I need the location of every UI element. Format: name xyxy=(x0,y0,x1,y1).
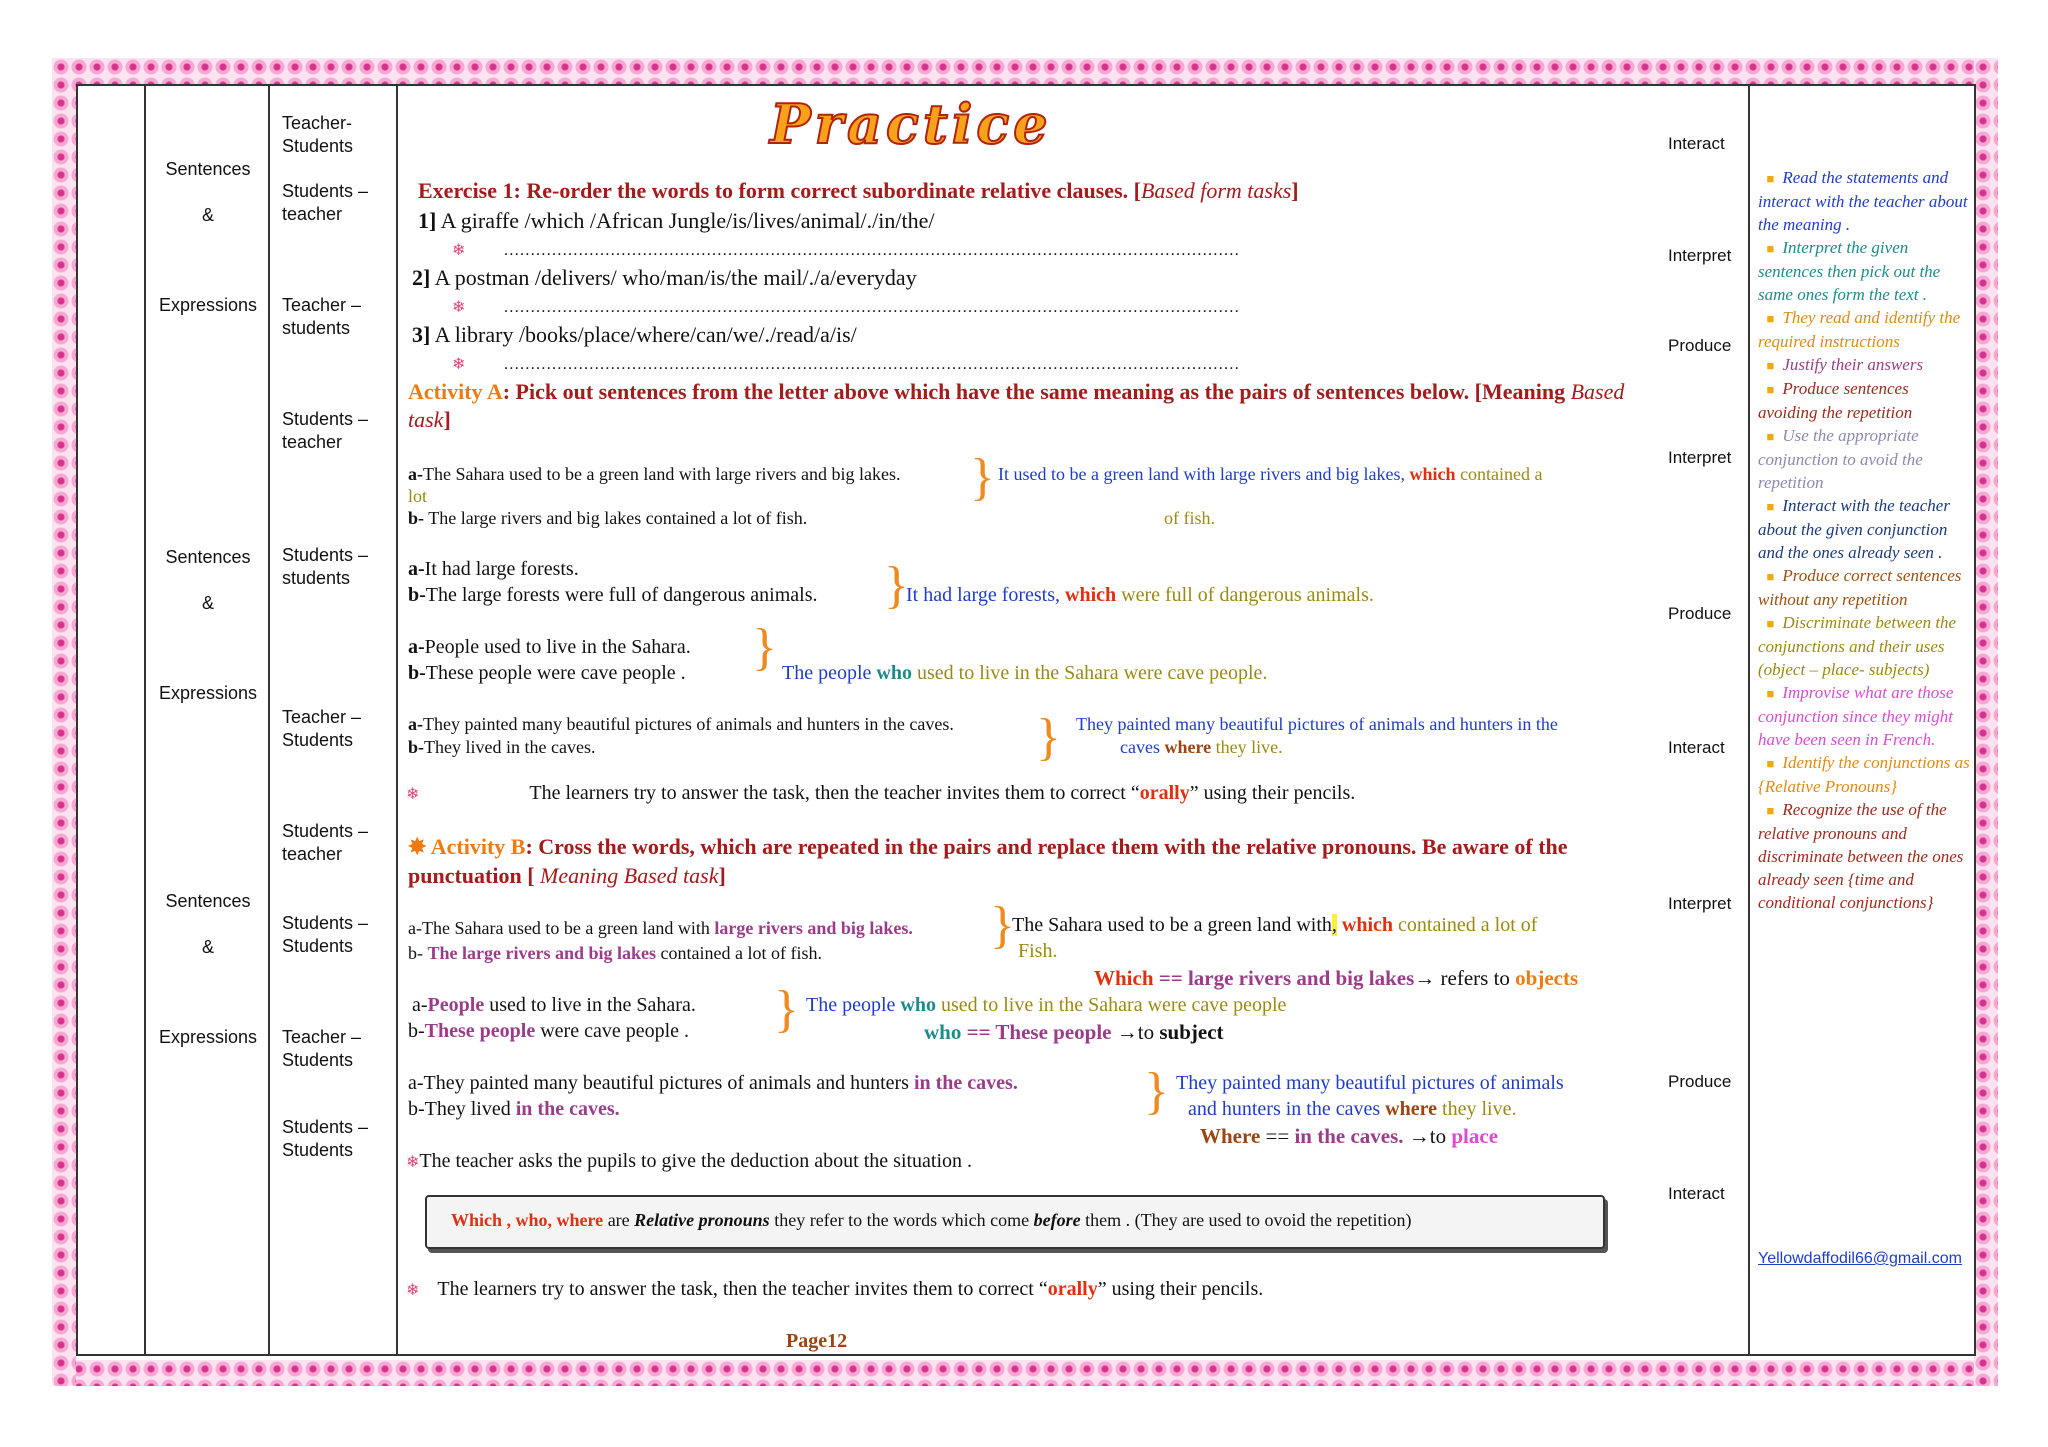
answer-continuation: of fish. xyxy=(1164,508,1215,528)
content-label: & xyxy=(201,205,214,225)
exercise1-title xyxy=(418,178,1299,204)
content-label: & xyxy=(201,937,214,957)
bullet-icon: ■ xyxy=(1766,429,1775,444)
sentence-text: used to live in the Sahara. xyxy=(484,994,696,1016)
sentence-text: They painted many beautiful pictures of animals and hunters in the caves. xyxy=(423,714,954,734)
sentence-text: They lived in the caves. xyxy=(424,737,596,757)
objective-text: Recognize the use of the relative pronouns and discriminate between the ones already seen {time and conditional conjunctions} xyxy=(1758,800,1964,912)
dotted-line: ………………………………………………………………………………………………………………………… xyxy=(503,299,1240,316)
rule-text: → refers to xyxy=(1414,966,1516,990)
skill-label: Interpret xyxy=(1668,448,1732,467)
pronoun-rule xyxy=(924,1020,1224,1045)
content-label: & xyxy=(201,593,214,613)
repeated-words: large rivers and big lakes. xyxy=(714,918,913,938)
sentence-text: The Sahara used to be a green land with large rivers and big lakes. xyxy=(423,464,901,484)
page-number: Page12 xyxy=(786,1330,848,1352)
interaction-label: Students – teacher xyxy=(282,409,369,452)
objective-item xyxy=(1758,353,1970,377)
interaction-label: Students – Students xyxy=(282,1117,369,1160)
item-text: A giraffe /which /African Jungle/is/lives/animal/./in/the/ xyxy=(440,208,935,233)
objective-item xyxy=(1758,424,1970,494)
activityB-label: Activity B xyxy=(430,834,526,859)
sentence-text: a- xyxy=(412,994,428,1016)
activityA-title-text: : Pick out sentences from the letter above which have the same meaning as the pairs of sentences below. [Meaning xyxy=(502,379,1571,404)
interaction-label: Students – students xyxy=(282,545,369,588)
pair-sentence: a-The Sahara used to be a green land with large rivers and big lakes. xyxy=(408,464,901,484)
answer-text: The people xyxy=(806,994,901,1016)
pair-sentence: b-The large forests were full of dangerous animals. xyxy=(408,584,818,606)
exercise1-title-text: Exercise 1: Re-order the words to form correct subordinate relative clauses. [ xyxy=(418,178,1141,203)
pair-sentence xyxy=(408,1098,620,1121)
answer-text: they live. xyxy=(1215,737,1283,757)
decorative-border-right xyxy=(1974,58,1998,1386)
objective-item xyxy=(1758,306,1970,353)
decorative-border-bottom xyxy=(52,1360,1998,1386)
answer-line[interactable] xyxy=(452,297,1239,317)
objective-item xyxy=(1758,494,1970,564)
objective-item xyxy=(1758,166,1970,236)
bullet-icon: ■ xyxy=(1766,382,1775,397)
pair-sentence: b- The large rivers and big lakes contained a lot of fish. xyxy=(408,508,808,528)
pair-sentence xyxy=(408,918,913,939)
pair-answer: They painted many beautiful pictures of animals and hunters in the xyxy=(1076,714,1558,734)
pair-sentence xyxy=(408,943,822,964)
rule-words: == large rivers and big lakes xyxy=(1158,966,1415,990)
skill-label: Interact xyxy=(1668,134,1725,153)
activityA-title-end: ] xyxy=(443,407,451,432)
bullet-icon: ■ xyxy=(1766,686,1775,701)
answer-text: It used to be a green land with large rivers and big lakes, xyxy=(998,464,1406,484)
answer-text: and hunters in the caves xyxy=(1188,1098,1386,1120)
objective-item xyxy=(1758,798,1970,914)
interaction-label: Teacher – students xyxy=(282,295,362,338)
pronoun-rule xyxy=(1200,1124,1498,1149)
sentence-text: a-The Sahara used to be a green land with xyxy=(408,918,715,938)
content-label: Expressions xyxy=(158,295,258,315)
objective-item xyxy=(1758,236,1970,306)
dotted-line: ………………………………………………………………………………………………………………………… xyxy=(503,242,1240,259)
snowflake-icon: ❄ xyxy=(406,1282,420,1299)
objective-text: Interpret the given sentences then pick out the same ones form the text . xyxy=(1758,238,1941,304)
sentence-text: were cave people . xyxy=(535,1020,690,1042)
brace-icon: } xyxy=(884,557,909,614)
column-objectives xyxy=(1750,86,1976,1354)
activityA-note xyxy=(406,782,1355,805)
skill-label: Produce xyxy=(1668,336,1732,355)
pair-answer xyxy=(1188,1098,1516,1121)
objectives-list xyxy=(1758,166,1970,914)
sentence-text: The large forests were full of dangerous animals. xyxy=(425,584,818,606)
exercise1-title-italic: Based form tasks xyxy=(1140,178,1292,203)
skill-label: Produce xyxy=(1668,1072,1732,1091)
dotted-line: ………………………………………………………………………………………………………………………… xyxy=(503,356,1240,373)
answer-text: contained a lot of xyxy=(1398,914,1538,936)
repeated-words: The large rivers and big lakes xyxy=(427,943,656,963)
answer-text: The people xyxy=(782,662,872,684)
activityB-title-italic: Meaning Based task xyxy=(540,863,719,888)
rule-scroll-box xyxy=(425,1195,1605,1249)
answer-text: contained a xyxy=(1460,464,1543,484)
objective-text: Interact with the teacher about the given conjunction and the ones already seen . xyxy=(1758,496,1950,562)
pair-sentence: b-These people were cave people . xyxy=(408,662,686,684)
answer-text: used to live in the Sahara were cave people. xyxy=(916,662,1268,684)
relative-pronoun: where xyxy=(1385,1098,1438,1120)
snowflake-icon: ❄ xyxy=(406,786,420,803)
bullet-icon: ■ xyxy=(1766,311,1775,326)
content-label: Sentences xyxy=(165,547,251,567)
sentence-text: b- xyxy=(408,943,428,963)
brace-icon: } xyxy=(752,619,777,676)
pronoun-rule xyxy=(1094,966,1578,991)
answer-line[interactable] xyxy=(452,240,1239,260)
pair-answer xyxy=(998,464,1543,485)
column-blank xyxy=(78,86,146,1354)
pair-answer xyxy=(1120,737,1283,758)
interaction-label: Teacher – Students xyxy=(282,1027,362,1070)
pair-answer: The Sahara used to be a green land with, which contained a lot of xyxy=(1012,914,1538,936)
repeated-words: in the caves. xyxy=(913,1072,1018,1094)
sentence-text: contained a lot of fish. xyxy=(656,943,822,963)
relative-pronoun: which xyxy=(1341,914,1394,936)
box-text: they refer to the words which come xyxy=(769,1210,1034,1230)
activityB-title-end: ] xyxy=(718,863,726,888)
answer-text: were full of dangerous animals. xyxy=(1121,584,1374,606)
rule-text: →to xyxy=(1403,1124,1452,1148)
activityB-title-text: : Cross the words, which are repeated in the pairs and replace them with the relative pronouns. Be aware of the punctuation [ xyxy=(408,834,1568,888)
bullet-icon: ■ xyxy=(1766,241,1775,256)
content-label: Expressions xyxy=(158,683,258,703)
column-skills xyxy=(1656,86,1750,1354)
item-number: 3] xyxy=(412,322,431,347)
activityA-title-italic: Based task xyxy=(408,379,1625,432)
rule-category: objects xyxy=(1515,966,1579,990)
email-link[interactable]: Yellowdaffodil66@gmail.com xyxy=(1758,1250,1962,1267)
exercise1-item xyxy=(418,208,935,234)
item-text: A library /books/place/where/can/we/./read/a/is/ xyxy=(434,322,857,347)
interaction-label: Teacher- Students xyxy=(282,113,354,156)
snowflake-icon: ❄ xyxy=(452,242,466,259)
interaction-label: Students – Students xyxy=(282,913,369,956)
pair-sentence: a-It had large forests. xyxy=(408,558,579,580)
bullet-icon: ■ xyxy=(1766,358,1775,373)
rule-pronoun: Which xyxy=(1094,966,1154,990)
objective-text: Use the appropriate conjunction to avoid the repetition xyxy=(1758,426,1923,492)
bullet-icon: ■ xyxy=(1766,569,1775,584)
interaction-label: Students – teacher xyxy=(282,821,369,864)
answer-line[interactable] xyxy=(452,354,1239,374)
objective-item xyxy=(1758,377,1970,424)
bullet-icon: ■ xyxy=(1766,803,1775,818)
content-label: Sentences xyxy=(165,159,251,179)
objective-text: Justify their answers xyxy=(1782,355,1924,374)
pair-sentence xyxy=(408,1020,689,1043)
bullet-icon: ■ xyxy=(1766,499,1775,514)
pair-sentence: a-They painted many beautiful pictures of animals and hunters in the caves. xyxy=(408,714,954,734)
objective-item xyxy=(1758,751,1970,798)
box-emphasis: before xyxy=(1033,1210,1081,1230)
sentence-text: b-They lived xyxy=(408,1098,516,1120)
bullet-icon: ■ xyxy=(1766,756,1775,771)
objective-text: Produce correct sentences without any repetition xyxy=(1758,566,1962,609)
practice-title: Practice xyxy=(770,92,1052,156)
repeated-words: in the caves. xyxy=(515,1098,620,1120)
rule-text: →to xyxy=(1116,1020,1160,1044)
objective-text: Discriminate between the conjunctions and their uses (object – place- subjects) xyxy=(1758,613,1957,679)
deduction-line xyxy=(406,1150,972,1173)
brace-icon: } xyxy=(1036,709,1061,766)
interaction-label: Teacher – Students xyxy=(282,707,362,750)
bullet-icon: ■ xyxy=(1766,171,1775,186)
relative-pronoun: who xyxy=(876,662,912,684)
sentence-text: These people were cave people . xyxy=(425,662,686,684)
relative-pronoun: which xyxy=(1065,584,1117,606)
answer-text: It had large forests, xyxy=(906,584,1061,606)
exercise1-item xyxy=(412,265,917,291)
decorative-border-top xyxy=(52,58,1998,84)
answer-text: The Sahara used to be a green land with xyxy=(1012,914,1332,936)
objective-text: Identify the conjunctions as {Relative Pronouns} xyxy=(1758,753,1970,796)
repeated-words: People xyxy=(427,994,485,1016)
objective-item xyxy=(1758,681,1970,751)
rule-text: == xyxy=(1260,1124,1295,1148)
rule-words: == These people xyxy=(961,1020,1117,1044)
skill-label: Interpret xyxy=(1668,246,1732,265)
content-label: Sentences xyxy=(165,891,251,911)
pair-answer xyxy=(906,584,1374,607)
pair-answer xyxy=(782,662,1267,685)
note-text: The learners try to answer the task, then the teacher invites them to correct “ xyxy=(437,1278,1048,1300)
pair-sentence: b-They lived in the caves. xyxy=(408,737,596,757)
box-text: are xyxy=(603,1210,635,1230)
box-pronouns: Which , who, where xyxy=(451,1210,604,1230)
objective-item xyxy=(1758,564,1970,611)
activityB-note xyxy=(406,1278,1263,1301)
bullet-icon: ■ xyxy=(1766,616,1775,631)
brace-icon: } xyxy=(970,449,995,506)
decorative-border-left xyxy=(52,58,76,1386)
brace-icon: } xyxy=(774,981,799,1038)
box-text: them . (They are used to ovoid the repetition) xyxy=(1080,1210,1412,1230)
skill-label: Interact xyxy=(1668,1184,1725,1203)
objective-text: Improvise what are those conjunction since they might have been seen in French. xyxy=(1758,683,1954,749)
snowflake-icon: ❄ xyxy=(452,356,466,373)
answer-text: they live. xyxy=(1437,1098,1517,1120)
column-interaction xyxy=(270,86,398,1354)
answer-text: used to live in the Sahara were cave people xyxy=(935,994,1287,1016)
content-label: Expressions xyxy=(158,1027,258,1047)
activityB-title xyxy=(408,832,1638,890)
objective-text: Read the statements and interact with the teacher about the meaning . xyxy=(1758,168,1968,234)
pair-sentence: a-People used to live in the Sahara. xyxy=(408,636,691,658)
answer-text: caves xyxy=(1120,737,1160,757)
sentence-text: It had large forests. xyxy=(424,558,579,580)
box-term: Relative pronouns xyxy=(634,1210,770,1230)
exercise1-title-end: ] xyxy=(1291,178,1299,203)
interaction-label: Students – teacher xyxy=(282,181,369,224)
repeated-words: These people xyxy=(424,1020,536,1042)
star-icon: ✸ xyxy=(408,834,431,859)
rule-pronoun: who xyxy=(924,1020,962,1044)
item-number: 2] xyxy=(412,265,431,290)
skill-label: Interact xyxy=(1668,738,1725,757)
note-emphasis: orally xyxy=(1139,782,1190,804)
sentence-text: a-They painted many beautiful pictures of animals and hunters xyxy=(408,1072,914,1094)
relative-pronoun: which xyxy=(1409,464,1456,484)
pair-sentence xyxy=(408,1072,1018,1095)
snowflake-icon: ❄ xyxy=(406,1154,420,1171)
rule-category: subject xyxy=(1159,1020,1224,1044)
note-text: The learners try to answer the task, then the teacher invites them to correct “ xyxy=(529,782,1140,804)
item-text: A postman /delivers/ who/man/is/the mail/./a/everyday xyxy=(434,265,917,290)
relative-pronoun: who xyxy=(900,994,936,1016)
objective-item xyxy=(1758,611,1970,681)
pair-answer: They painted many beautiful pictures of animals xyxy=(1176,1072,1564,1094)
note-emphasis: orally xyxy=(1047,1278,1098,1300)
sentence-text: b- xyxy=(408,1020,425,1042)
note-text: ” using their pencils. xyxy=(1097,1278,1264,1300)
deduction-text: The teacher asks the pupils to give the deduction about the situation . xyxy=(419,1150,973,1172)
lesson-table xyxy=(76,84,1976,1356)
exercise1-item xyxy=(412,322,857,348)
skill-label: Produce xyxy=(1668,604,1732,623)
objective-text: Produce sentences avoiding the repetition xyxy=(1758,379,1913,422)
pair-sentence xyxy=(412,994,696,1017)
activityA-label: Activity A xyxy=(408,379,503,404)
relative-pronoun: where xyxy=(1164,737,1212,757)
answer-continuation: lot xyxy=(408,486,428,506)
pair-answer xyxy=(806,994,1286,1017)
rule-category: place xyxy=(1451,1124,1499,1148)
sentence-text: People used to live in the Sahara. xyxy=(424,636,691,658)
rule-words: in the caves. xyxy=(1294,1124,1404,1148)
sentence-text: The large rivers and big lakes contained a lot of fish. xyxy=(428,508,808,528)
note-text: ” using their pencils. xyxy=(1189,782,1356,804)
brace-icon: } xyxy=(990,897,1015,954)
rule-pronoun: Where xyxy=(1200,1124,1261,1148)
skill-label: Interpret xyxy=(1668,894,1732,913)
activityA-title xyxy=(408,378,1628,434)
objective-text: They read and identify the required instructions xyxy=(1758,308,1961,351)
snowflake-icon: ❄ xyxy=(452,299,466,316)
brace-icon: } xyxy=(1144,1063,1169,1120)
answer-continuation: Fish. xyxy=(1018,940,1058,962)
item-number: 1] xyxy=(418,208,437,233)
column-content xyxy=(146,86,270,1354)
